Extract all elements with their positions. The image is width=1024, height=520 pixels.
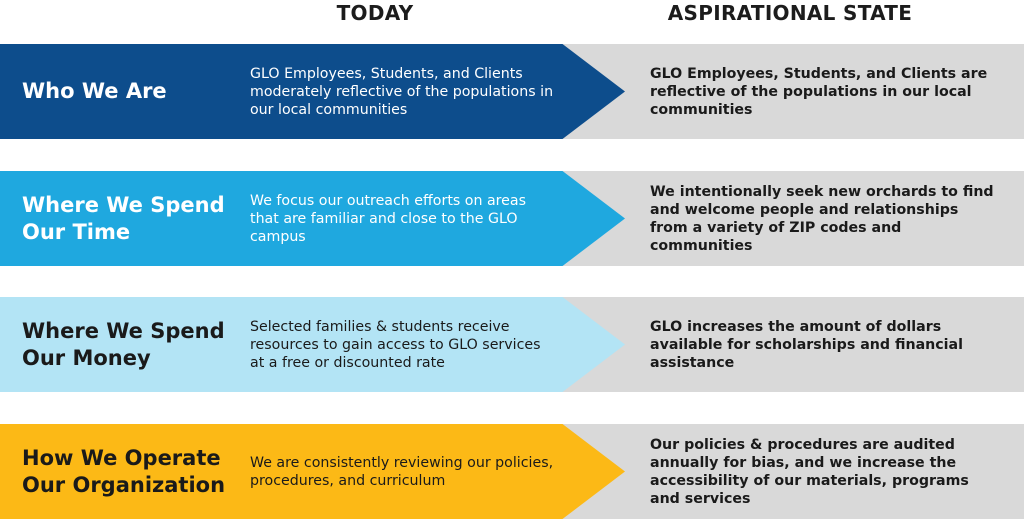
row-label: How We Operate Our Organization: [22, 445, 226, 497]
today-text: We are consistently reviewing our policies, procedures, and curriculum: [250, 454, 554, 489]
aspirational-text: GLO increases the amount of dollars available for scholarships and financial assistance: [650, 318, 963, 371]
today-text: GLO Employees, Students, and Clients moderately reflective of the populations in our local communities: [250, 65, 554, 118]
aspirational-text: Our policies & procedures are audited annually for bias, and we increase the accessibility of our materials, programs and services: [650, 436, 969, 507]
today-text: We focus our outreach efforts on areas that are familiar and close to the GLO campus: [250, 192, 526, 245]
row-how-we-operate-our-organization: [0, 424, 1024, 519]
row-who-we-are: [0, 44, 1024, 139]
today-text: Selected families & students receive resources to gain access to GLO services at a free or discounted rate: [250, 318, 541, 371]
row-label: Where We Spend Our Time: [22, 192, 225, 244]
row-label: Who We Are: [22, 79, 167, 103]
today-column-header: TODAY: [336, 1, 414, 25]
row-where-we-spend-our-time: [0, 171, 1024, 266]
aspirational-text: We intentionally seek new orchards to find and welcome people and relationships from a variety of ZIP codes and communities: [650, 183, 994, 254]
row-where-we-spend-our-money: [0, 297, 1024, 392]
aspirational-text: GLO Employees, Students, and Clients are reflective of the populations in our local communities: [650, 65, 988, 118]
aspirational-column-header: ASPIRATIONAL STATE: [667, 1, 913, 25]
row-label: Where We Spend Our Money: [22, 318, 225, 370]
